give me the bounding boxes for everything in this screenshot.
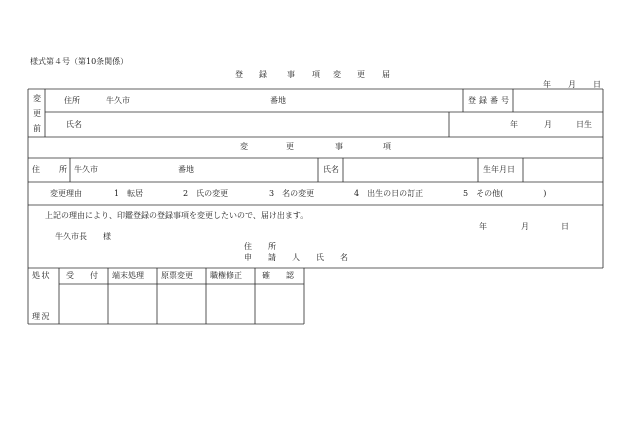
col-confirmation: 確 認 bbox=[262, 271, 294, 280]
date-char: 年 bbox=[543, 80, 551, 89]
processing-status-label: 処状 bbox=[32, 271, 51, 280]
date-char: 月 bbox=[544, 120, 552, 129]
title-char: 届 bbox=[382, 70, 390, 79]
processing-status-label: 理況 bbox=[32, 312, 51, 321]
heading-char: 項 bbox=[383, 142, 391, 151]
reason-label: 変更理由 bbox=[50, 189, 82, 198]
reason-option: 2 氏の変更 bbox=[183, 189, 229, 198]
declaration-text: 上記の理由により、印鑑登録の登録事項を変更したいので、届け出ます。 bbox=[45, 211, 309, 220]
label-char: 住 bbox=[244, 242, 252, 251]
after-banchi: 番地 bbox=[178, 165, 194, 174]
addressee: 牛久市長 様 bbox=[55, 232, 111, 241]
after-city: 牛久市 bbox=[74, 165, 98, 174]
label-char: 録 bbox=[479, 96, 487, 105]
label-char: 名 bbox=[340, 253, 348, 262]
heading-char: 事 bbox=[335, 142, 343, 151]
col-reception: 受 付 bbox=[66, 271, 98, 280]
title-char: 録 bbox=[259, 70, 267, 79]
label-char: 住 bbox=[32, 165, 40, 174]
heading-char: 更 bbox=[286, 142, 294, 151]
date-char: 日 bbox=[561, 222, 569, 231]
label-char: 氏 bbox=[316, 253, 324, 262]
before-city: 牛久市 bbox=[106, 96, 130, 105]
label-char: 更 bbox=[33, 109, 41, 118]
label-char: 前 bbox=[33, 124, 41, 133]
label-char: 号 bbox=[501, 96, 509, 105]
col-ex-officio-correction: 職権修正 bbox=[210, 271, 242, 280]
after-name-label: 氏名 bbox=[323, 165, 339, 174]
col-terminal-processing: 端末処理 bbox=[112, 271, 144, 280]
label-char: 番 bbox=[490, 96, 498, 105]
date-char: 日生 bbox=[576, 120, 592, 129]
date-char: 年 bbox=[479, 222, 487, 231]
reason-option: 1 転居 bbox=[114, 189, 144, 198]
date-char: 月 bbox=[568, 80, 576, 89]
before-banchi: 番地 bbox=[270, 96, 286, 105]
title-char: 更 bbox=[357, 70, 365, 79]
date-char: 年 bbox=[510, 120, 518, 129]
title-char: 項 bbox=[312, 70, 320, 79]
title-char: 登 bbox=[235, 70, 243, 79]
reason-option: 5 その他( ) bbox=[463, 189, 547, 198]
label-char: 所 bbox=[268, 242, 276, 251]
before-name-label: 氏名 bbox=[66, 120, 82, 129]
title-char: 変 bbox=[333, 70, 341, 79]
after-birth-label: 生年月日 bbox=[483, 165, 515, 174]
label-char: 人 bbox=[292, 253, 300, 262]
label-char: 変 bbox=[33, 94, 41, 103]
label-char: 登 bbox=[468, 96, 476, 105]
form-number: 様式第４号（第10条関係） bbox=[30, 57, 129, 66]
date-char: 日 bbox=[593, 80, 601, 89]
reason-option: 3 名の変更 bbox=[269, 189, 315, 198]
date-char: 月 bbox=[521, 222, 529, 231]
before-address-label: 住所 bbox=[64, 96, 80, 105]
label-char: 申 bbox=[244, 253, 252, 262]
col-ledger-change: 原票変更 bbox=[161, 271, 193, 280]
label-char: 所 bbox=[59, 165, 67, 174]
reason-option: 4 出生の日の訂正 bbox=[354, 189, 424, 198]
title-char: 事 bbox=[287, 70, 295, 79]
heading-char: 変 bbox=[240, 142, 248, 151]
label-char: 請 bbox=[268, 253, 276, 262]
